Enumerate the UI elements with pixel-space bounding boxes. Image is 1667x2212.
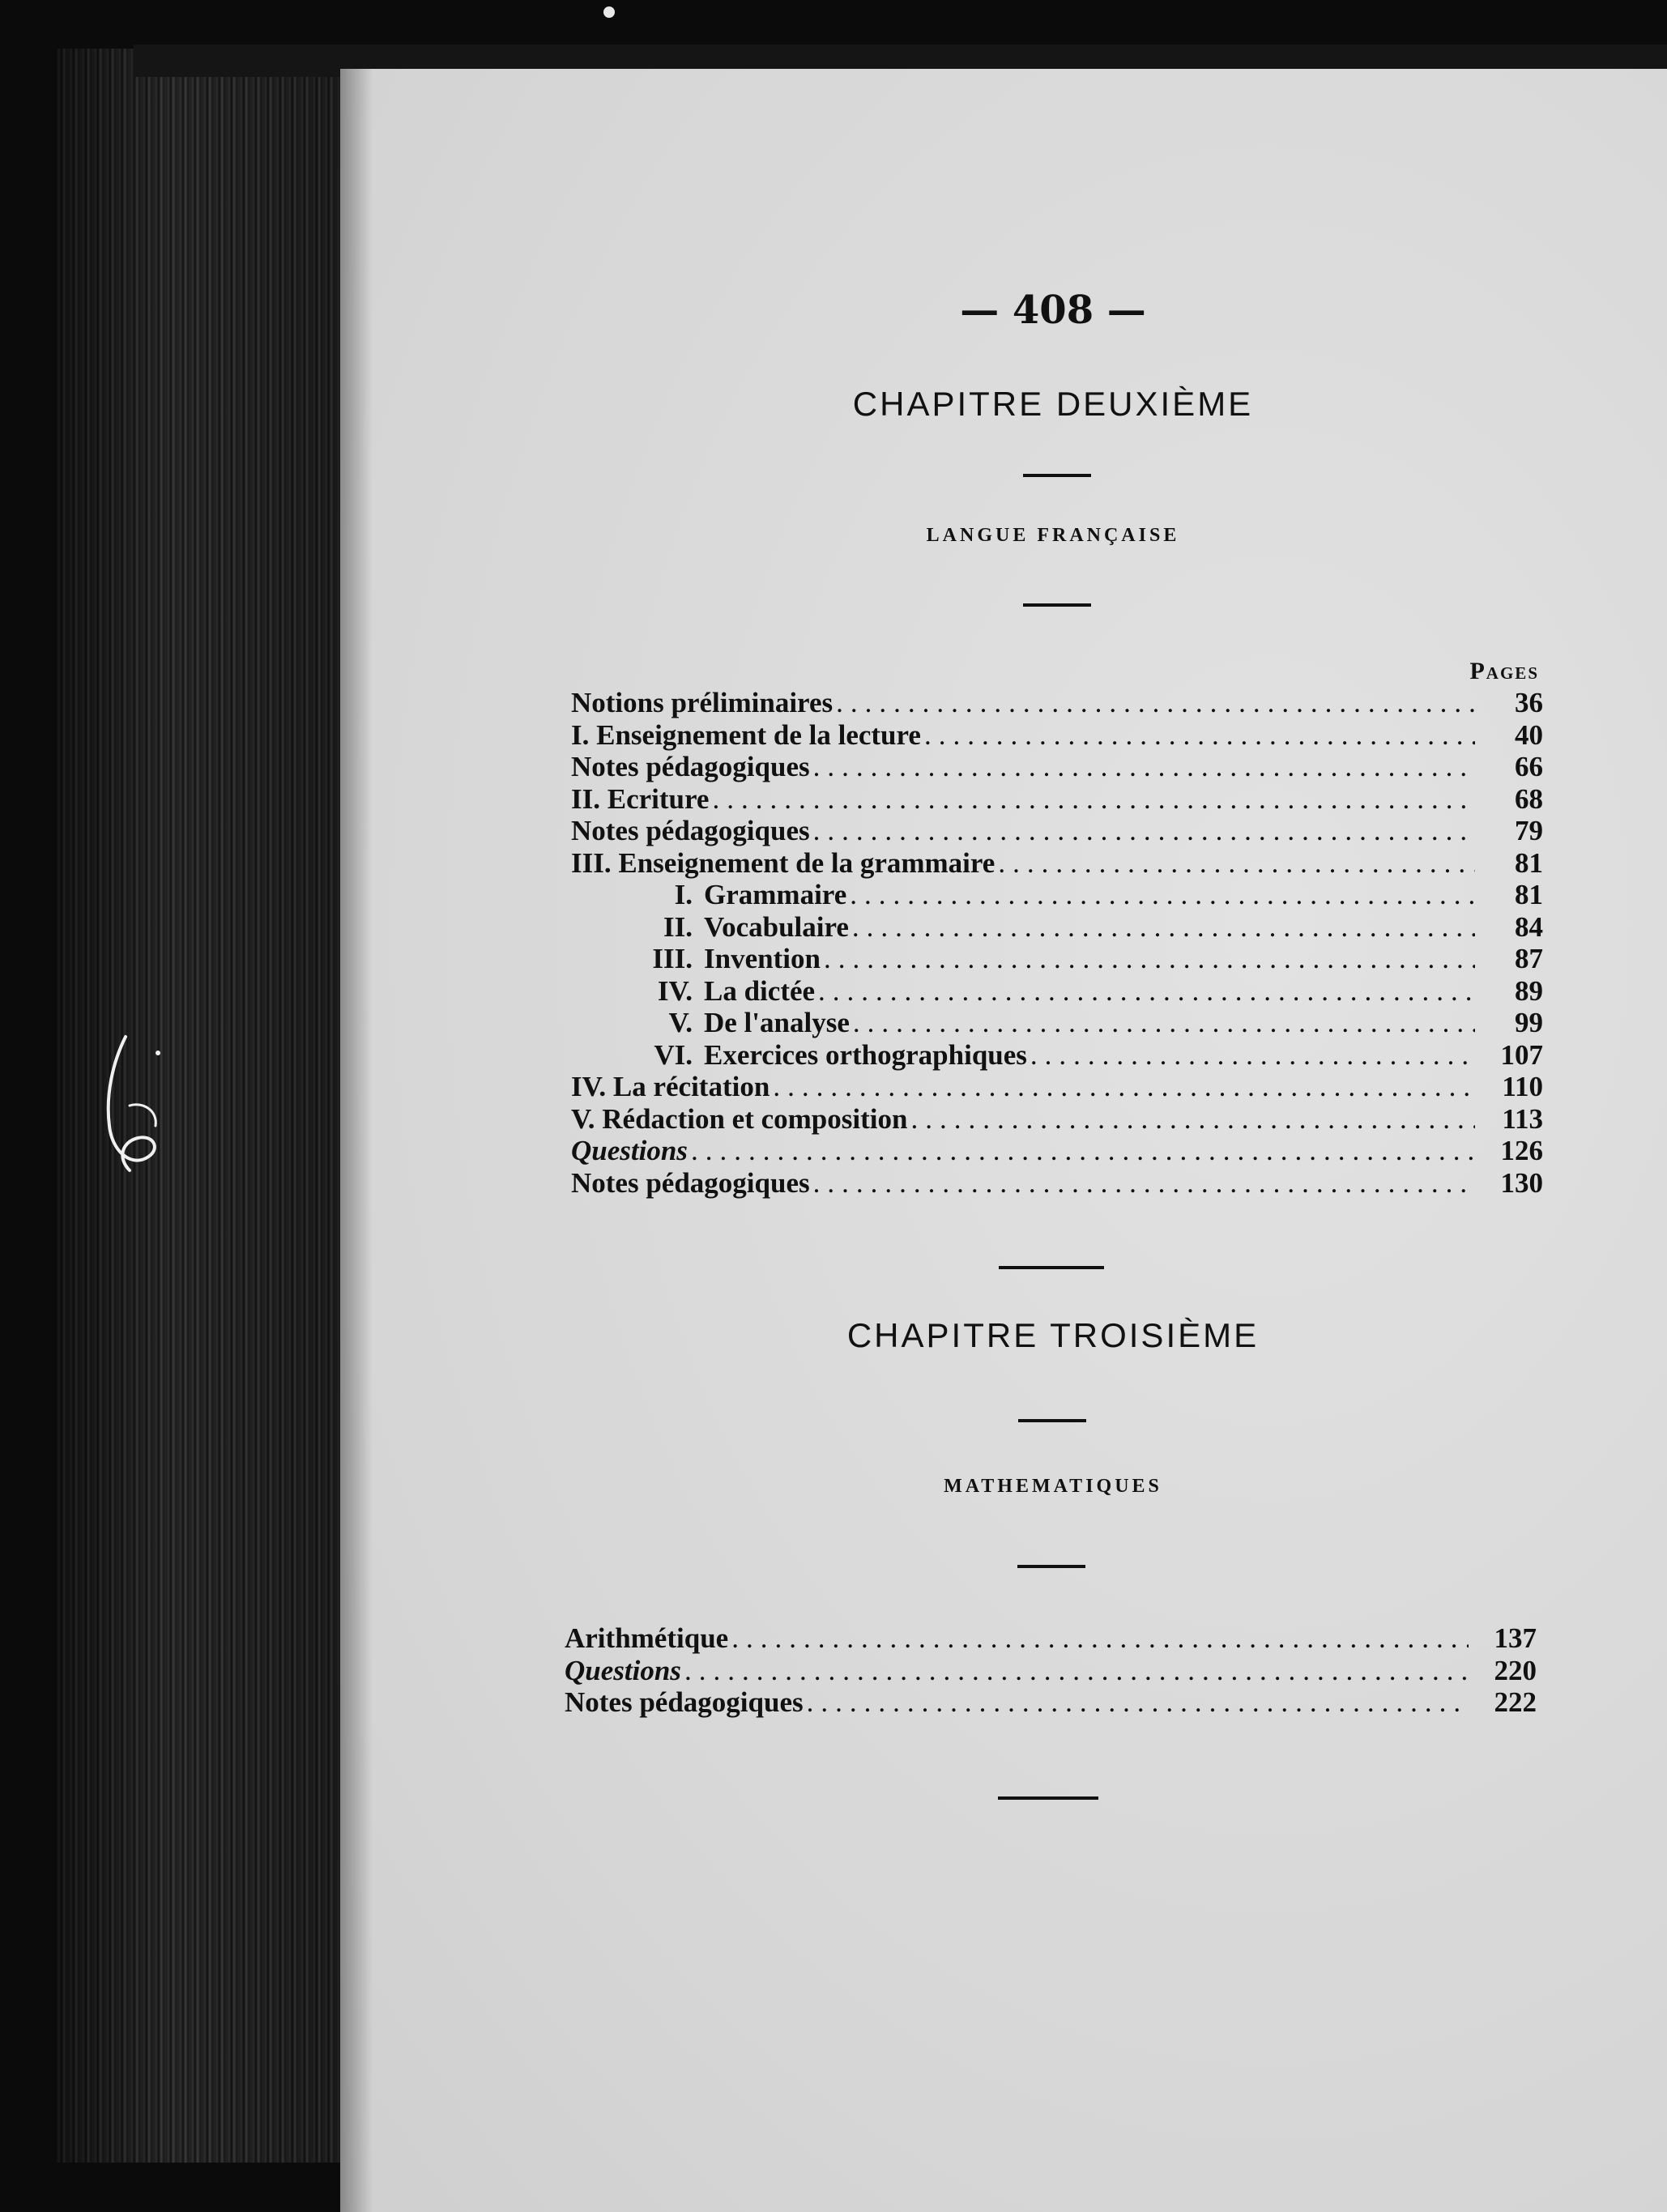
toc-entry-label-group [565, 1655, 681, 1687]
toc-entry [571, 687, 1543, 719]
toc-entry-label: Invention [704, 943, 821, 974]
toc-entry-page: 130 [1500, 1166, 1543, 1199]
toc-entry-label-group [571, 911, 849, 944]
pages-column-header: Pages [1469, 658, 1539, 684]
toc-leader-dots [824, 943, 1475, 975]
toc-entry-page: 220 [1494, 1654, 1537, 1686]
toc-entry-page: 222 [1494, 1686, 1537, 1718]
toc-leader-dots [813, 751, 1475, 783]
toc-entry-label: Notes pédagogiques [571, 1166, 810, 1199]
toc-entry-label: Questions [565, 1654, 681, 1686]
toc-entry [571, 1135, 1543, 1167]
toc-entry-label: Notes pédagogiques [565, 1686, 804, 1718]
toc-entry-label: IV. La récitation [571, 1071, 770, 1102]
toc-entry-page: 81 [1515, 879, 1543, 910]
toc-entry-page: 81 [1515, 846, 1543, 879]
toc-entry [565, 1686, 1537, 1719]
chapter-title: CHAPITRE DEUXIÈME [852, 385, 1254, 423]
toc-entry-label: Exercices orthographiques [704, 1038, 1027, 1071]
toc-entry-page: 113 [1502, 1102, 1543, 1135]
toc-entry-label-group [571, 687, 833, 719]
toc-entry-page: 66 [1515, 751, 1543, 782]
toc-entry [565, 1622, 1537, 1655]
toc-entry-label-group [571, 815, 810, 847]
toc-leader-dots [691, 1135, 1475, 1167]
divider-rule [1023, 603, 1091, 607]
divider-rule [1018, 1419, 1086, 1422]
toc-entry-number: III. [652, 943, 693, 974]
toc-entry-page: 110 [1502, 1071, 1543, 1102]
toc-leader-dots [1030, 1039, 1475, 1072]
toc-entry-number: II. [663, 910, 693, 943]
toc-entry-label: V. Rédaction et composition [571, 1102, 908, 1135]
section-title: LANGUE FRANÇAISE [926, 525, 1180, 546]
divider-rule [1017, 1565, 1085, 1568]
toc-entry-label-group [565, 1622, 728, 1655]
toc-entry-label-group [571, 879, 846, 911]
divider-rule [1023, 474, 1091, 477]
toc-entry-page: 137 [1494, 1622, 1537, 1654]
toc-entry-number: I. [674, 879, 693, 910]
toc-entry [565, 1655, 1537, 1687]
toc-leader-dots [850, 879, 1475, 911]
toc-leader-dots [813, 1167, 1475, 1200]
toc-entry-label: Vocabulaire [704, 910, 849, 943]
toc-entry-label-group [571, 1103, 907, 1136]
toc-entry [571, 1039, 1543, 1072]
toc-entry-label: II. Ecriture [571, 782, 710, 815]
toc-entry-page: 107 [1500, 1038, 1543, 1071]
toc-entry-label-group [571, 1071, 770, 1103]
toc-entry [571, 1071, 1543, 1103]
section-title: MATHEMATIQUES [944, 1476, 1162, 1497]
toc-entry-label: Arithmétique [565, 1622, 729, 1654]
toc-entry-label-group [571, 751, 810, 783]
toc-entry-label: Notions préliminaires [571, 687, 834, 718]
toc-entry-label: Questions [571, 1135, 688, 1166]
chapter-title: CHAPITRE TROISIÈME [846, 1316, 1260, 1354]
toc-entry-label: Notes pédagogiques [571, 815, 810, 846]
toc-entry [571, 847, 1543, 880]
toc-entry-label-group [571, 1039, 1027, 1072]
toc-entry [571, 783, 1543, 816]
toc-entry-number: VI. [654, 1038, 693, 1071]
toc-entry [571, 911, 1543, 944]
toc-entry-label: I. Enseignement de la lecture [571, 718, 921, 751]
divider-rule [999, 1266, 1104, 1269]
toc-leader-dots [853, 1007, 1475, 1039]
toc-entry-page: 84 [1515, 910, 1543, 943]
toc-leader-dots [836, 687, 1475, 719]
toc-leader-dots [684, 1655, 1469, 1687]
toc-entry-label-group [571, 1007, 850, 1039]
toc-entry-page: 68 [1515, 782, 1543, 815]
toc-leader-dots [910, 1103, 1475, 1136]
toc-entry [571, 1103, 1543, 1136]
toc-entry [571, 719, 1543, 752]
toc-leader-dots [731, 1622, 1469, 1655]
toc-entry-label-group [571, 1167, 810, 1200]
toc-entry-page: 126 [1500, 1135, 1543, 1166]
toc-leader-dots [807, 1686, 1469, 1719]
toc-entry-label: III. Enseignement de la grammaire [571, 846, 996, 879]
toc-entry-label-group [565, 1686, 804, 1719]
toc-leader-dots [998, 847, 1475, 880]
toc-entry-label-group [571, 783, 709, 816]
toc-entry-label-group [571, 1135, 688, 1167]
toc-entry-label-group [571, 847, 995, 880]
toc-entry [571, 975, 1543, 1008]
toc-entry-number: IV. [657, 974, 693, 1007]
divider-rule [998, 1796, 1098, 1800]
toc-entry-label: La dictée [704, 974, 816, 1007]
toc-leader-dots [924, 719, 1475, 752]
toc-entry [571, 815, 1543, 847]
toc-leader-dots [852, 911, 1475, 944]
toc-leader-dots [712, 783, 1475, 816]
toc-entry-page: 36 [1515, 687, 1543, 718]
toc-entry-number: V. [668, 1007, 693, 1038]
toc-entry-label: De l'analyse [704, 1007, 850, 1038]
toc-leader-dots [773, 1071, 1475, 1103]
toc-entry-label: Notes pédagogiques [571, 751, 810, 782]
table-of-contents [565, 1622, 1537, 1719]
toc-entry-label-group [571, 975, 815, 1008]
toc-entry [571, 879, 1543, 911]
toc-entry [571, 751, 1543, 783]
toc-entry-page: 79 [1515, 815, 1543, 846]
toc-entry-page: 40 [1515, 718, 1543, 751]
toc-entry [571, 943, 1543, 975]
toc-entry-label: Grammaire [704, 879, 847, 910]
toc-entry-page: 99 [1515, 1007, 1543, 1038]
toc-leader-dots [818, 975, 1475, 1008]
toc-entry-label-group [571, 943, 821, 975]
table-of-contents [571, 687, 1543, 1199]
toc-entry-label-group [571, 719, 921, 752]
toc-leader-dots [813, 815, 1475, 847]
toc-entry-page: 89 [1515, 974, 1543, 1007]
page-number: — 408 — [960, 288, 1146, 333]
toc-entry [571, 1167, 1543, 1200]
toc-entry [571, 1007, 1543, 1039]
toc-entry-page: 87 [1515, 943, 1543, 974]
